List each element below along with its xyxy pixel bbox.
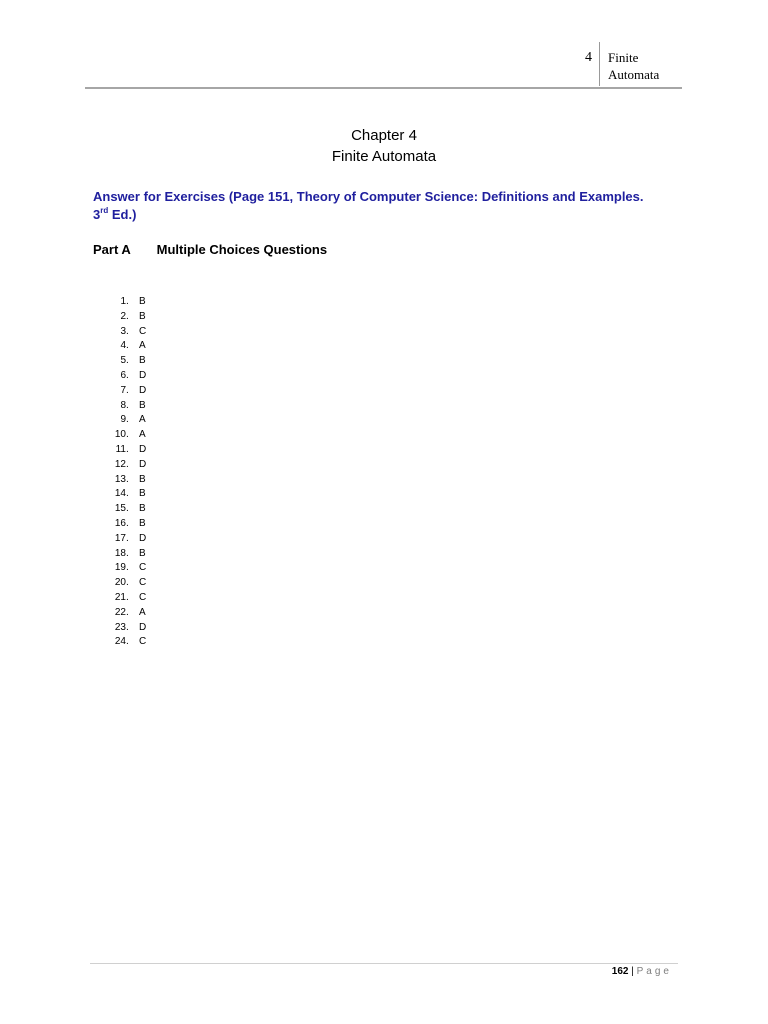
question-dot: . <box>126 591 129 603</box>
answer-item <box>112 487 146 502</box>
question-dot: . <box>126 369 129 381</box>
question-dot: . <box>126 340 129 352</box>
question-dot: . <box>126 606 129 618</box>
answer-item <box>112 413 146 428</box>
answer-letter: B <box>139 547 146 559</box>
header-chapter-number: 4 <box>585 50 592 65</box>
answer-item <box>112 428 146 443</box>
question-dot: . <box>126 310 129 322</box>
question-dot: . <box>126 532 129 544</box>
answer-item <box>112 458 146 473</box>
answer-heading-text: Answer for Exercises (Page 151, Theory of Computer Science: Definitions and Examples. <box>93 189 644 204</box>
question-number: 19 <box>114 562 126 574</box>
header-chapter-title <box>608 49 659 83</box>
question-dot: . <box>126 562 129 574</box>
question-number: 11 <box>115 443 126 455</box>
answer-letter: B <box>139 355 146 367</box>
answer-item <box>112 591 146 606</box>
page-header <box>85 42 682 88</box>
question-dot: . <box>126 458 129 470</box>
answer-item <box>112 384 146 399</box>
question-number: 12 <box>114 458 126 470</box>
question-number: 2 <box>120 310 126 322</box>
question-number: 13 <box>114 473 126 485</box>
header-title-line2: Automata <box>608 67 660 82</box>
question-number: 18 <box>114 547 126 559</box>
answer-item <box>112 502 146 517</box>
question-number: 8 <box>120 399 126 411</box>
answer-letter: C <box>139 562 147 574</box>
answer-item <box>112 295 146 310</box>
edition-suffix: rd <box>100 205 109 215</box>
question-number: 3 <box>120 325 126 337</box>
question-number: 7 <box>120 384 126 396</box>
question-number: 17 <box>114 532 126 544</box>
part-label: Part A <box>93 242 131 257</box>
answer-letter: B <box>139 310 146 322</box>
question-number: 22 <box>114 606 126 618</box>
answer-item <box>112 310 146 325</box>
question-dot: . <box>126 399 129 411</box>
question-number: 16 <box>114 517 126 529</box>
question-dot: . <box>126 355 129 367</box>
page-label: Page <box>636 966 672 977</box>
answer-item <box>112 532 146 547</box>
question-dot: . <box>126 325 129 337</box>
question-dot: . <box>126 621 129 633</box>
question-number: 21 <box>114 591 126 603</box>
edition-number: 3 <box>93 207 101 222</box>
part-heading <box>93 242 327 257</box>
chapter-title: Finite Automata <box>331 148 437 165</box>
footer-separator: | <box>628 966 637 977</box>
question-number: 4 <box>120 340 126 352</box>
answer-letter: B <box>139 473 146 485</box>
question-number: 5 <box>120 355 126 367</box>
answer-heading <box>93 188 683 224</box>
answer-letter: D <box>139 458 147 470</box>
question-dot: . <box>126 296 129 307</box>
question-number: 14 <box>114 488 126 500</box>
question-number: 9 <box>120 414 126 426</box>
header-rule <box>85 87 682 89</box>
answer-letter: B <box>139 296 146 307</box>
question-dot: . <box>126 488 129 500</box>
answer-letter: D <box>139 384 147 396</box>
answer-item <box>112 354 146 369</box>
answer-item <box>112 576 146 591</box>
answer-item <box>112 399 146 414</box>
question-number: 1 <box>120 296 126 307</box>
page-number: 162 <box>611 966 629 977</box>
question-number: 23 <box>114 621 126 633</box>
answer-item <box>112 369 146 384</box>
question-number: 6 <box>120 369 126 381</box>
question-dot: . <box>126 636 129 648</box>
answer-letter: A <box>139 606 146 618</box>
header-title-line1: Finite <box>608 50 639 65</box>
question-number: 15 <box>114 503 126 515</box>
answer-letter: D <box>139 621 147 633</box>
answer-letter: D <box>139 532 147 544</box>
answer-letter: B <box>139 517 146 529</box>
question-number: 20 <box>114 577 126 589</box>
page-footer <box>612 966 672 977</box>
answer-item <box>112 547 146 562</box>
chapter-number: Chapter 4 <box>351 127 417 144</box>
edition-rest: Ed.) <box>108 207 137 222</box>
question-dot: . <box>126 503 129 515</box>
footer-rule <box>90 963 678 964</box>
question-dot: . <box>126 414 129 426</box>
answer-letter: A <box>139 340 146 352</box>
answer-item <box>112 561 146 576</box>
answer-item <box>112 621 146 636</box>
answer-letter: D <box>139 443 147 455</box>
answer-item <box>112 325 146 340</box>
answer-letter: C <box>139 591 147 603</box>
answer-item <box>112 635 146 650</box>
question-dot: . <box>126 547 129 559</box>
answer-item <box>112 473 146 488</box>
answer-letter: C <box>139 325 147 337</box>
answer-letter: B <box>139 399 146 411</box>
answer-item <box>112 606 146 621</box>
answer-letter: B <box>139 503 146 515</box>
answer-letter: A <box>139 414 146 426</box>
answer-item <box>112 443 146 458</box>
answer-letter: C <box>139 577 147 589</box>
question-dot: . <box>126 384 129 396</box>
question-dot: . <box>126 577 129 589</box>
part-title: Multiple Choices Questions <box>156 242 328 257</box>
answer-list <box>112 295 146 650</box>
question-dot: . <box>126 473 129 485</box>
answer-letter: B <box>139 488 146 500</box>
answer-item <box>112 339 146 354</box>
question-dot: . <box>126 517 129 529</box>
question-dot: . <box>126 429 129 441</box>
answer-letter: A <box>139 429 146 441</box>
question-number: 10 <box>114 429 126 441</box>
answer-letter: D <box>139 369 147 381</box>
header-divider <box>599 42 600 86</box>
answer-letter: C <box>139 636 147 648</box>
question-dot: . <box>126 443 129 455</box>
answer-item <box>112 517 146 532</box>
question-number: 24 <box>114 636 126 648</box>
